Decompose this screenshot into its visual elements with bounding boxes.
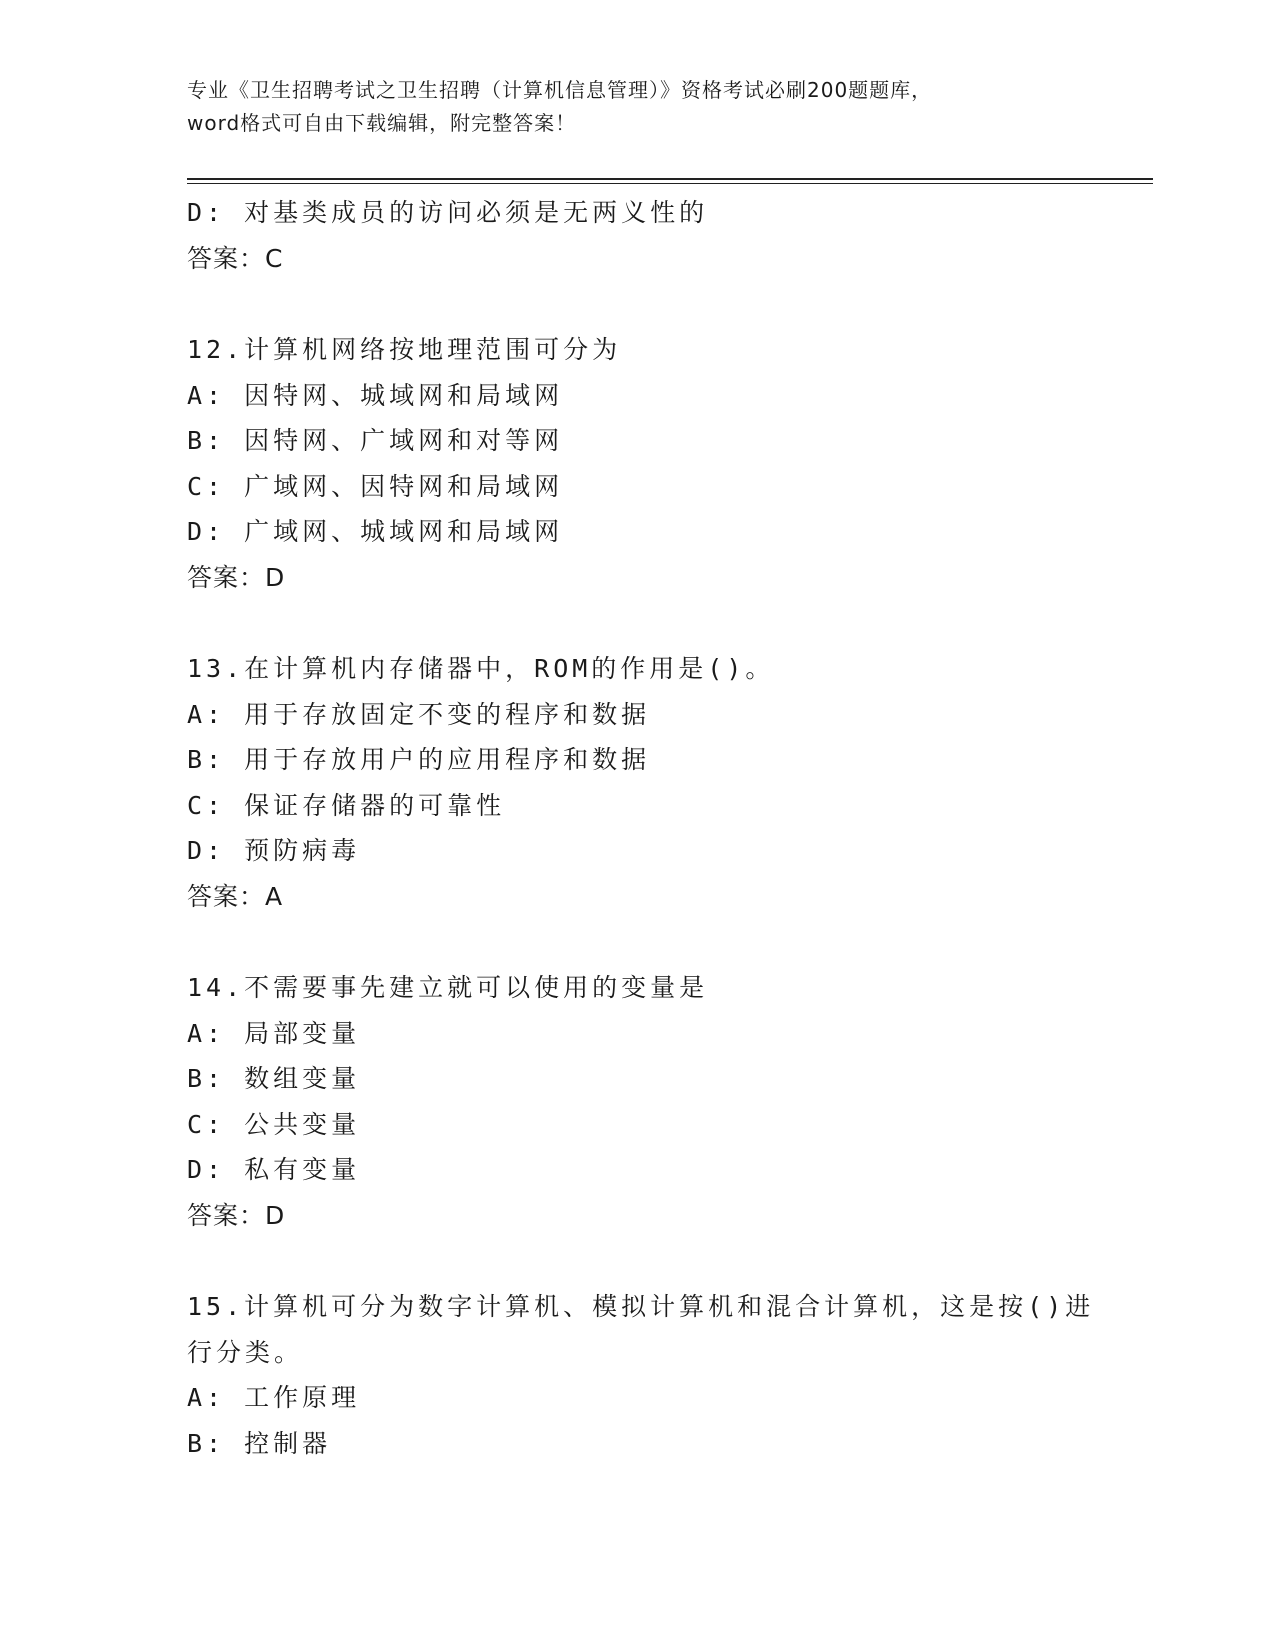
question-11-tail bbox=[187, 190, 1087, 281]
question-text: 12.计算机网络按地理范围可分为 bbox=[187, 335, 622, 364]
option-d: D: 广域网、城域网和局域网 bbox=[187, 517, 564, 546]
question-15 bbox=[187, 1284, 1095, 1466]
option-d: D: 私有变量 bbox=[187, 1155, 361, 1184]
question-12 bbox=[187, 327, 1087, 600]
option-b: B: 用于存放用户的应用程序和数据 bbox=[187, 745, 651, 774]
header-title-line1: 专业《卫生招聘考试之卫生招聘（计算机信息管理）》资格考试必刷200题题库， bbox=[187, 78, 933, 102]
question-text: 14.不需要事先建立就可以使用的变量是 bbox=[187, 973, 709, 1002]
answer-label: 答案：A bbox=[187, 881, 284, 911]
spacer bbox=[187, 919, 1087, 965]
answer-label: 答案：C bbox=[187, 243, 284, 273]
option-a: A: 工作原理 bbox=[187, 1383, 361, 1412]
option-a: A: 用于存放固定不变的程序和数据 bbox=[187, 699, 651, 729]
question-13 bbox=[187, 646, 1087, 919]
answer-label: 答案：D bbox=[187, 562, 286, 592]
option-c: C: 公共变量 bbox=[187, 1109, 361, 1139]
question-14 bbox=[187, 965, 1087, 1238]
spacer bbox=[187, 600, 1087, 646]
question-list bbox=[187, 190, 1095, 1466]
spacer bbox=[187, 281, 1087, 327]
header-title-line2: word格式可自由下载编辑，附完整答案！ bbox=[187, 111, 577, 135]
question-text-line2: 行分类。 bbox=[187, 1337, 304, 1367]
option-a: A: 局部变量 bbox=[187, 1018, 361, 1048]
option-d: D: 对基类成员的访问必须是无两义性的 bbox=[187, 198, 709, 227]
header-divider-thin bbox=[187, 183, 1153, 184]
option-b: B: 数组变量 bbox=[187, 1064, 361, 1093]
document-header bbox=[187, 74, 1087, 140]
question-text: 13.在计算机内存储器中，ROM的作用是()。 bbox=[187, 654, 775, 683]
option-c: C: 保证存储器的可靠性 bbox=[187, 790, 506, 820]
option-d: D: 预防病毒 bbox=[187, 836, 361, 865]
option-c: C: 广域网、因特网和局域网 bbox=[187, 471, 564, 501]
question-text-line1: 15.计算机可分为数字计算机、模拟计算机和混合计算机，这是按()进 bbox=[187, 1292, 1095, 1321]
header-divider-thick bbox=[187, 178, 1153, 180]
answer-label: 答案：D bbox=[187, 1200, 286, 1230]
spacer bbox=[187, 1238, 1087, 1284]
option-b: B: 因特网、广域网和对等网 bbox=[187, 426, 564, 455]
option-a: A: 因特网、城域网和局域网 bbox=[187, 380, 564, 410]
option-b: B: 控制器 bbox=[187, 1428, 332, 1458]
